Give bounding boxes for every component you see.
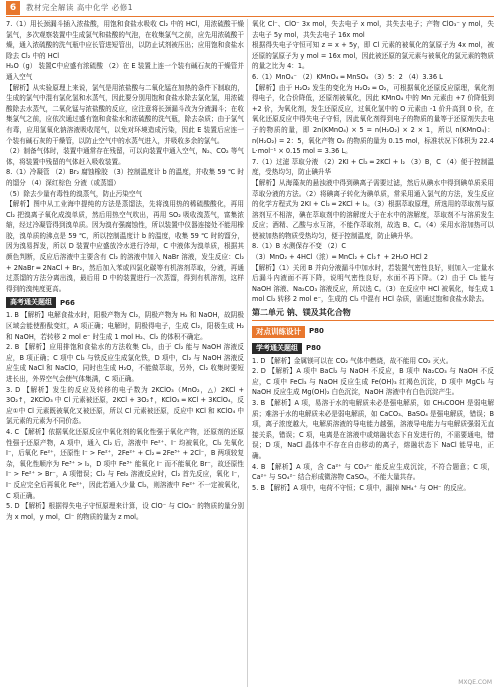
explanation-paragraph: 【解析】（1）关闭 B 并向分液漏斗中加水时，若装置气密性良好，则加入一定量水后漏斗内液面不再下降，说明气密性良好，水面不再下降。（2）由于 Cl₂ 能与 NaOH 溶液、Na₂CO₃ 溶液反应，所以选 C。（3）在反应中 HCl 被氧化，每生成 1 mol Cl₂ 转移 2 mol e⁻，生成的 Cl₂ 中混有 HCl 杂质，需通过饱和食盐水除去。 [252,263,494,304]
explanation-paragraph: 根据得失电子守恒可知 z = x + 5y，即 Cl 元素的被氧化的氯原子为 4x mol，被还原的氯原子为 y mol = 16x mol，因此被还原的氯元素与被氧化的氯元素的物质的量之比为 4：1。 [252,41,494,71]
answer-paragraph: （5）除去少量有毒性的溴蒸气，防止污染空气 [6,189,143,198]
section-page: P80 [306,343,321,352]
answer-item: 2. D 【解析】A 项中 BaCl₂ 与 NaOH 不反应，B 项中 Na₂CO₃ 与 NaOH 不反应，C 项中 FeCl₃ 与 NaOH 反应生成 Fe(OH)₃ 红褐色沉淀，D 项中 MgCl₂ 与 NaOH 反应生成 Mg(OH)₂ 白色沉淀，NaOH 溶液中有白色沉淀产生。 [252,367,494,397]
section-page: P66 [60,298,75,307]
answer-item: 1. B 【解析】电解食盐水时，阳极产物为 Cl₂，阴极产物为 H₂ 和 NaOH，故阴极区域会能使酚酞变红，A 项正确；电解时，阴极得电子，生成 Cl₂，阳极生成 H₂ 和 NaOH，若转移 2 mol e⁻ 时生成 1 mol H₂、Cl₂ 的体积不确定。 [6,311,244,341]
column-divider [247,19,248,687]
answer-item: 5. D 【解析】根据得失电子守恒原理来计算，设 ClO⁻ 与 ClO₃⁻ 的物质的量分别为 x mol，y mol，Cl⁻ 的物质的量为 z mol。 [6,502,244,521]
answer-item: 1. D 【解析】金属镁可以在 CO₂ 气体中燃烧，故不能用 CO₂ 灭火。 [252,356,453,365]
left-column [6,19,244,687]
section-label: 对点训练设计 [252,326,305,338]
answer-paragraph: 7.（1）过滤 萃取分液 （2）2KI + Cl₂ ═ 2KCl + I₂ （3）B，C （4）便于控制温度，受热均匀，防止碘升华 [252,157,494,177]
header-divider [6,16,494,17]
answer-item: 2. B 【解析】应用排饱和食盐水的方法收集 Cl₂，由于 Cl₂ 能与 NaOH 溶液反应，B 项正确；C 项中 Cl₂ 与铁反应生成氯化铁，D 项中，Cl₂ 与 NaOH 溶液反应生成 NaCl 和 NaClO，同时也生成 H₂O，不能做萃取，另外，Cl₂ 收集时要短进长出，外界空气会使气体集满，C 项正确。 [6,343,244,383]
explanation-paragraph: 【解析】从海藻灰的悬浊液中得到碘离子需要过滤，然后从碘水中得到碘单质采用萃取分液的方法。（2）将碘离子转化为碘单质，常采用通入氯气的方法，发生反应的化学方程式为 2KI + Cl₂ ═ 2KCl + I₂。（3）根据萃取原理，所选用的萃取剂与原溶剂互不相溶，碘在萃取剂中的溶解度大于在水中的溶解度，萃取剂不与溶质发生反应；酒精、乙酸与水互溶，不能作萃取剂，故选 B、C。（4）采用水浴加热可以使被加热的物质受热均匀，便于控制温度，防止碘升华。 [252,178,494,240]
explanation-paragraph: 【解析】图中从工业海中提纯的方法是蒸馏法，先将溴用热的稀硫酸酸化，再用 Cl₂ 把溴离子氧化成溴单质，然后用热空气吹出，再用 SO₂ 吸收溴蒸气，富集浓缩，经过冷凝管得到溴单质。因为溴有强腐蚀性，所以装置中仪器连接处不能用橡胶，溴单质的沸点是 59 ℃，所以控制温度计 b 的温度，收集 59 ℃ 时的馏分，因为溴易挥发，所以 D 装置中应盛放冷水进行冷却，C 中液体为溴单质，根据其颜色判断，反应后溶液中主要含有 Cl₂ 的溶液中加入 NaBr 溶液，发生反应：Cl₂ + 2NaBr ═ 2NaCl + Br₂，然后加入苯或四氯化碳等有机溶剂萃取，分液，再通过蒸馏的方法分离出溴，最后用 D 中的装置进行一次蒸馏，得到有机溶剂，这样得到的溴纯度更高。 [6,200,244,293]
section-header-training [252,324,494,340]
unit-title: 第二单元 钠、镁及其化合物 [252,308,494,321]
answer-item: 4. B 【解析】A 项，含 Ca²⁺ 与 CO₃²⁻ 能反应生成沉淀，不符合题意；C 项，Ca²⁺ 与 SO₄²⁻ 结合形成微溶物 CaSO₄，不能大量共存。 [252,462,494,482]
answer-paragraph: H₂O（g） 装置C中应盛有浓硫酸 （2）在 E 装置上连一个装有碱石灰的干燥管并通入空气 [6,62,244,81]
answer-item: 4. C 【解析】依据氧化还原反应中氧化剂的氧化性强于氧化产物，还原剂的还原性强于还原产物，A 项中，通入 Cl₂ 后，溶液中 Fe²⁺、I⁻ 均被氧化，Cl₂ 先氧化 I⁻，后氧化 Fe²⁺，还原性 I⁻ > Fe²⁺，2Fe²⁺ + Cl₂ ═ 2Fe³⁺ + 2Cl⁻，B 两项较复杂，氧化性顺序为 Fe³⁺ > I₂，D 项中 Fe³⁺ 能氧化 I⁻ 而不能氧化 Br⁻，故还原性 I⁻ > Fe²⁺ > Br⁻，A 项错误；Cl₂ 与 FeI₂ 溶液反应时，Cl₂ 首先反应，氧化 I⁻，I⁻ 反应完全后再氧化 Fe²⁺，因此若通入少量 Cl₂，则溶液中 Fe²⁺ 不一定被氧化，C 项正确。 [6,427,244,500]
answer-item: 3. D 【解析】发生的反应及转移的电子数为 2KClO₃（MnO₂，△）2KCl + 3O₂↑，2KClO₃ 中 Cl 元素被还原，2KCl + 3O₂↑，KClO₃ ═ KCl + 3KClO₄，反应①中 Cl 元素既被氧化又被还原，所以 Cl 元素被还原，反应中 KCl 和 KClO₄ 中氯元素的元素为不同价态。 [6,385,244,426]
answer-paragraph: 8.（1）B 水测保存不变 （2）C [252,242,346,251]
page-number: 6 [6,1,20,15]
book-title: 教材完全解读 高中化学 必修1 [26,2,134,12]
answer-paragraph: 8.（1）冷凝管 （2）Br₂ 腐蚀橡胶 （3）控制温度计 b 的温度，并收集 59 ℃ 时的馏分 （4）深红棕色 分液（或蒸馏） [6,168,244,187]
explanation-paragraph: 【解析】由于 H₂O₂ 发生的变化为 H₂O₂ ═ O₂，可根据氧化还原反应原理，氧化剂得电子，化合价降低，还原剂被氧化，因此 KMnO₄ 中的 Mn 元素由 +7 价降低到 +2 价，为氧化剂，发生还原反应，过氧化氢中的 O 元素由 -1 价升高到 0 价，在氧化还原反应中得失电子守恒，因此氧化剂得到电子的物质的量等于还原剂失去电子的物质的量，即 2n(KMnO₄) × 5 = n(H₂O₂) × 2 × 1，所以 n(KMnO₄)：n(H₂O₂) = 2：5，氧化产物 O₂ 的物质的量为 0.15 mol，标准状况下体积为 22.4 L·mol⁻¹ × 0.15 mol = 3.36 L。 [252,83,494,156]
watermark: MXQE.COM [458,679,492,687]
answer-item: 5. B 【解析】A 项中，电荷不守恒；C 项中，漏掉 NH₄⁺ 与 OH⁻ 的反应。 [252,483,470,492]
explanation-paragraph: 【解析】从实验原理上来说，氯气是用浓盐酸与二氧化锰在加热的条件下制取的，生成的氯气中混有氯化氢和水蒸气，因此要分别用饱和食盐水除去氯化氢，用浓硫酸除去水蒸气，二氧化锰与浓盐酸的反应，应注意将长颈漏斗改为分液漏斗；在收集氯气之前，应依次通过盛有饱和食盐水和浓硫酸的洗气瓶，除去杂质；由于氯气有毒，应用氢氧化钠溶液吸收尾气，以免对环境造成污染，因此 E 装置后应连一个装有碱石灰的干燥管，以防止空气中的水蒸气进入，并吸收多余的氯气。 [6,83,244,145]
section-page: P80 [309,327,324,336]
answer-item: 3. B 【解析】A 项，易溶于水的电解质未必是强电解质，如 CH₃COOH 是弱电解质；难溶于水的电解质未必是弱电解质，如 CaCO₃、BaSO₄ 是强电解质，错误；B 项，离子浓度越大，电解质溶液的导电能力越强，溶液导电能力与电解质强弱无直接关系，错误；C 项，电离是在溶液中或熔融状态下自发进行的，不需要通电，错误；D 项，NaCl 晶体中不存在自由移动的离子，熔融状态下 NaCl 能导电，正确。 [252,399,494,460]
section-label: 高考通关题组 [6,297,56,308]
section-label: 学考通关题组 [252,343,302,354]
answer-paragraph: 7.（1）用长颈漏斗插入浓盐酸，用饱和食盐水吸收 Cl₂ 中的 HCl，用浓硫酸干燥氯气，多次观察装置中生成氯气和盐酸的气泡，在收集氯气之前，应先用浓硫酸干燥，通入浓硫酸的洗气瓶中应长管进短管出，以防止试剂被压出；应用饱和食盐水除去 Cl₂ 中的 HCl [6,20,244,60]
answer-paragraph: 氧化 Cl⁻、ClO⁻ 3x mol，失去电子 x mol，共失去电子；产物 ClO₃⁻ y mol，失去电子 5y mol，共失去电子 16x mol [252,20,494,39]
answer-paragraph: （2）制备气体时，装置中通常存在残留，可以向装置中通入空气，N₂、CO₂ 等气体，将装置中残留的气体赶入吸收装置。 [6,147,244,166]
answer-paragraph: 6.（1）MnO₄⁻ （2）KMnO₄ ═ MnSO₄ （3）5：2 （4）3.36 L [252,72,443,81]
page-header [0,0,500,16]
right-column [252,19,494,687]
section-header-xuekao [252,343,494,354]
equation-line: （3）MnO₂ + 4HCl（浓）═ MnCl₂ + Cl₂↑ + 2H₂O HCl 2 [252,253,428,262]
section-header-gaokao [6,297,244,308]
